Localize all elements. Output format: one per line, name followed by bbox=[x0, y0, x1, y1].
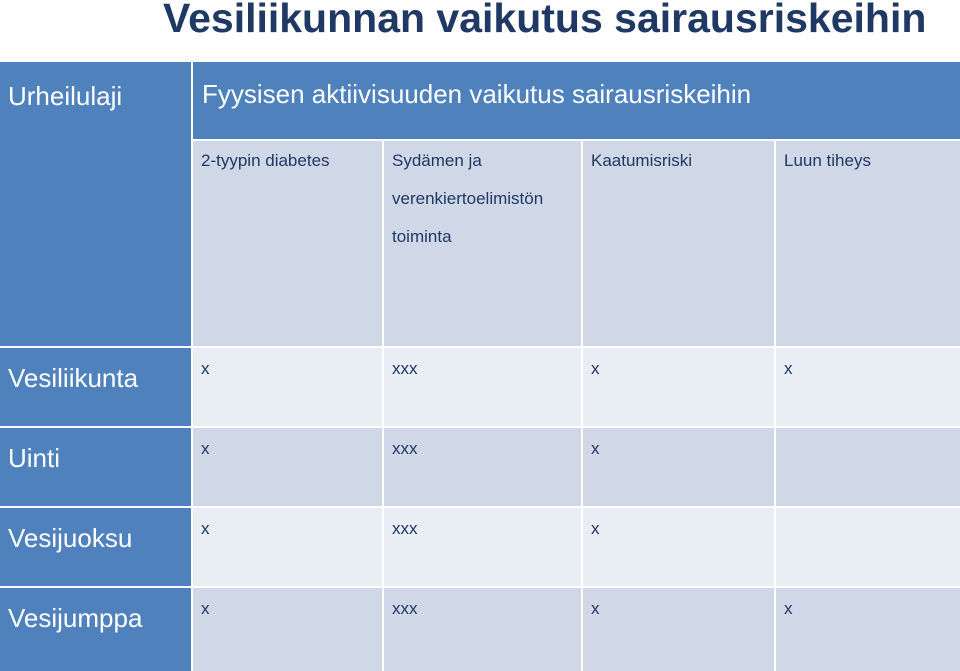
table-cell: x bbox=[193, 348, 382, 426]
row-label-vesijumppa: Vesijumppa bbox=[0, 588, 191, 671]
table-cell: x bbox=[193, 508, 382, 586]
page-title: Vesiliikunnan vaikutus sairausriskeihin bbox=[163, 0, 927, 41]
table-cell bbox=[776, 428, 960, 506]
table-cell: x bbox=[193, 588, 382, 671]
table-cell: x bbox=[776, 348, 960, 426]
column-header-diabetes: 2-tyypin diabetes bbox=[193, 141, 382, 346]
table-cell: xxx bbox=[384, 428, 581, 506]
row-label-vesijuoksu: Vesijuoksu bbox=[0, 508, 191, 586]
table-cell: xxx bbox=[384, 508, 581, 586]
risk-table bbox=[0, 62, 960, 661]
column-header-cardio: Sydämen ja verenkiertoelimistön toiminta bbox=[384, 141, 581, 346]
column-header-bone-density: Luun tiheys bbox=[776, 141, 960, 346]
table-cell: xxx bbox=[384, 348, 581, 426]
table-cell bbox=[776, 508, 960, 586]
table-cell: x bbox=[776, 588, 960, 671]
row-label-uinti: Uinti bbox=[0, 428, 191, 506]
table-cell: x bbox=[193, 428, 382, 506]
table-cell: x bbox=[583, 588, 774, 671]
table-corner-label: Urheilulaji bbox=[0, 62, 191, 346]
column-header-fall-risk: Kaatumisriski bbox=[583, 141, 774, 346]
row-label-vesiliikunta: Vesiliikunta bbox=[0, 348, 191, 426]
table-cell: x bbox=[583, 508, 774, 586]
table-cell: xxx bbox=[384, 588, 581, 671]
table-group-header: Fyysisen aktiivisuuden vaikutus sairausriskeihin bbox=[193, 62, 960, 139]
table-cell: x bbox=[583, 348, 774, 426]
table-cell: x bbox=[583, 428, 774, 506]
